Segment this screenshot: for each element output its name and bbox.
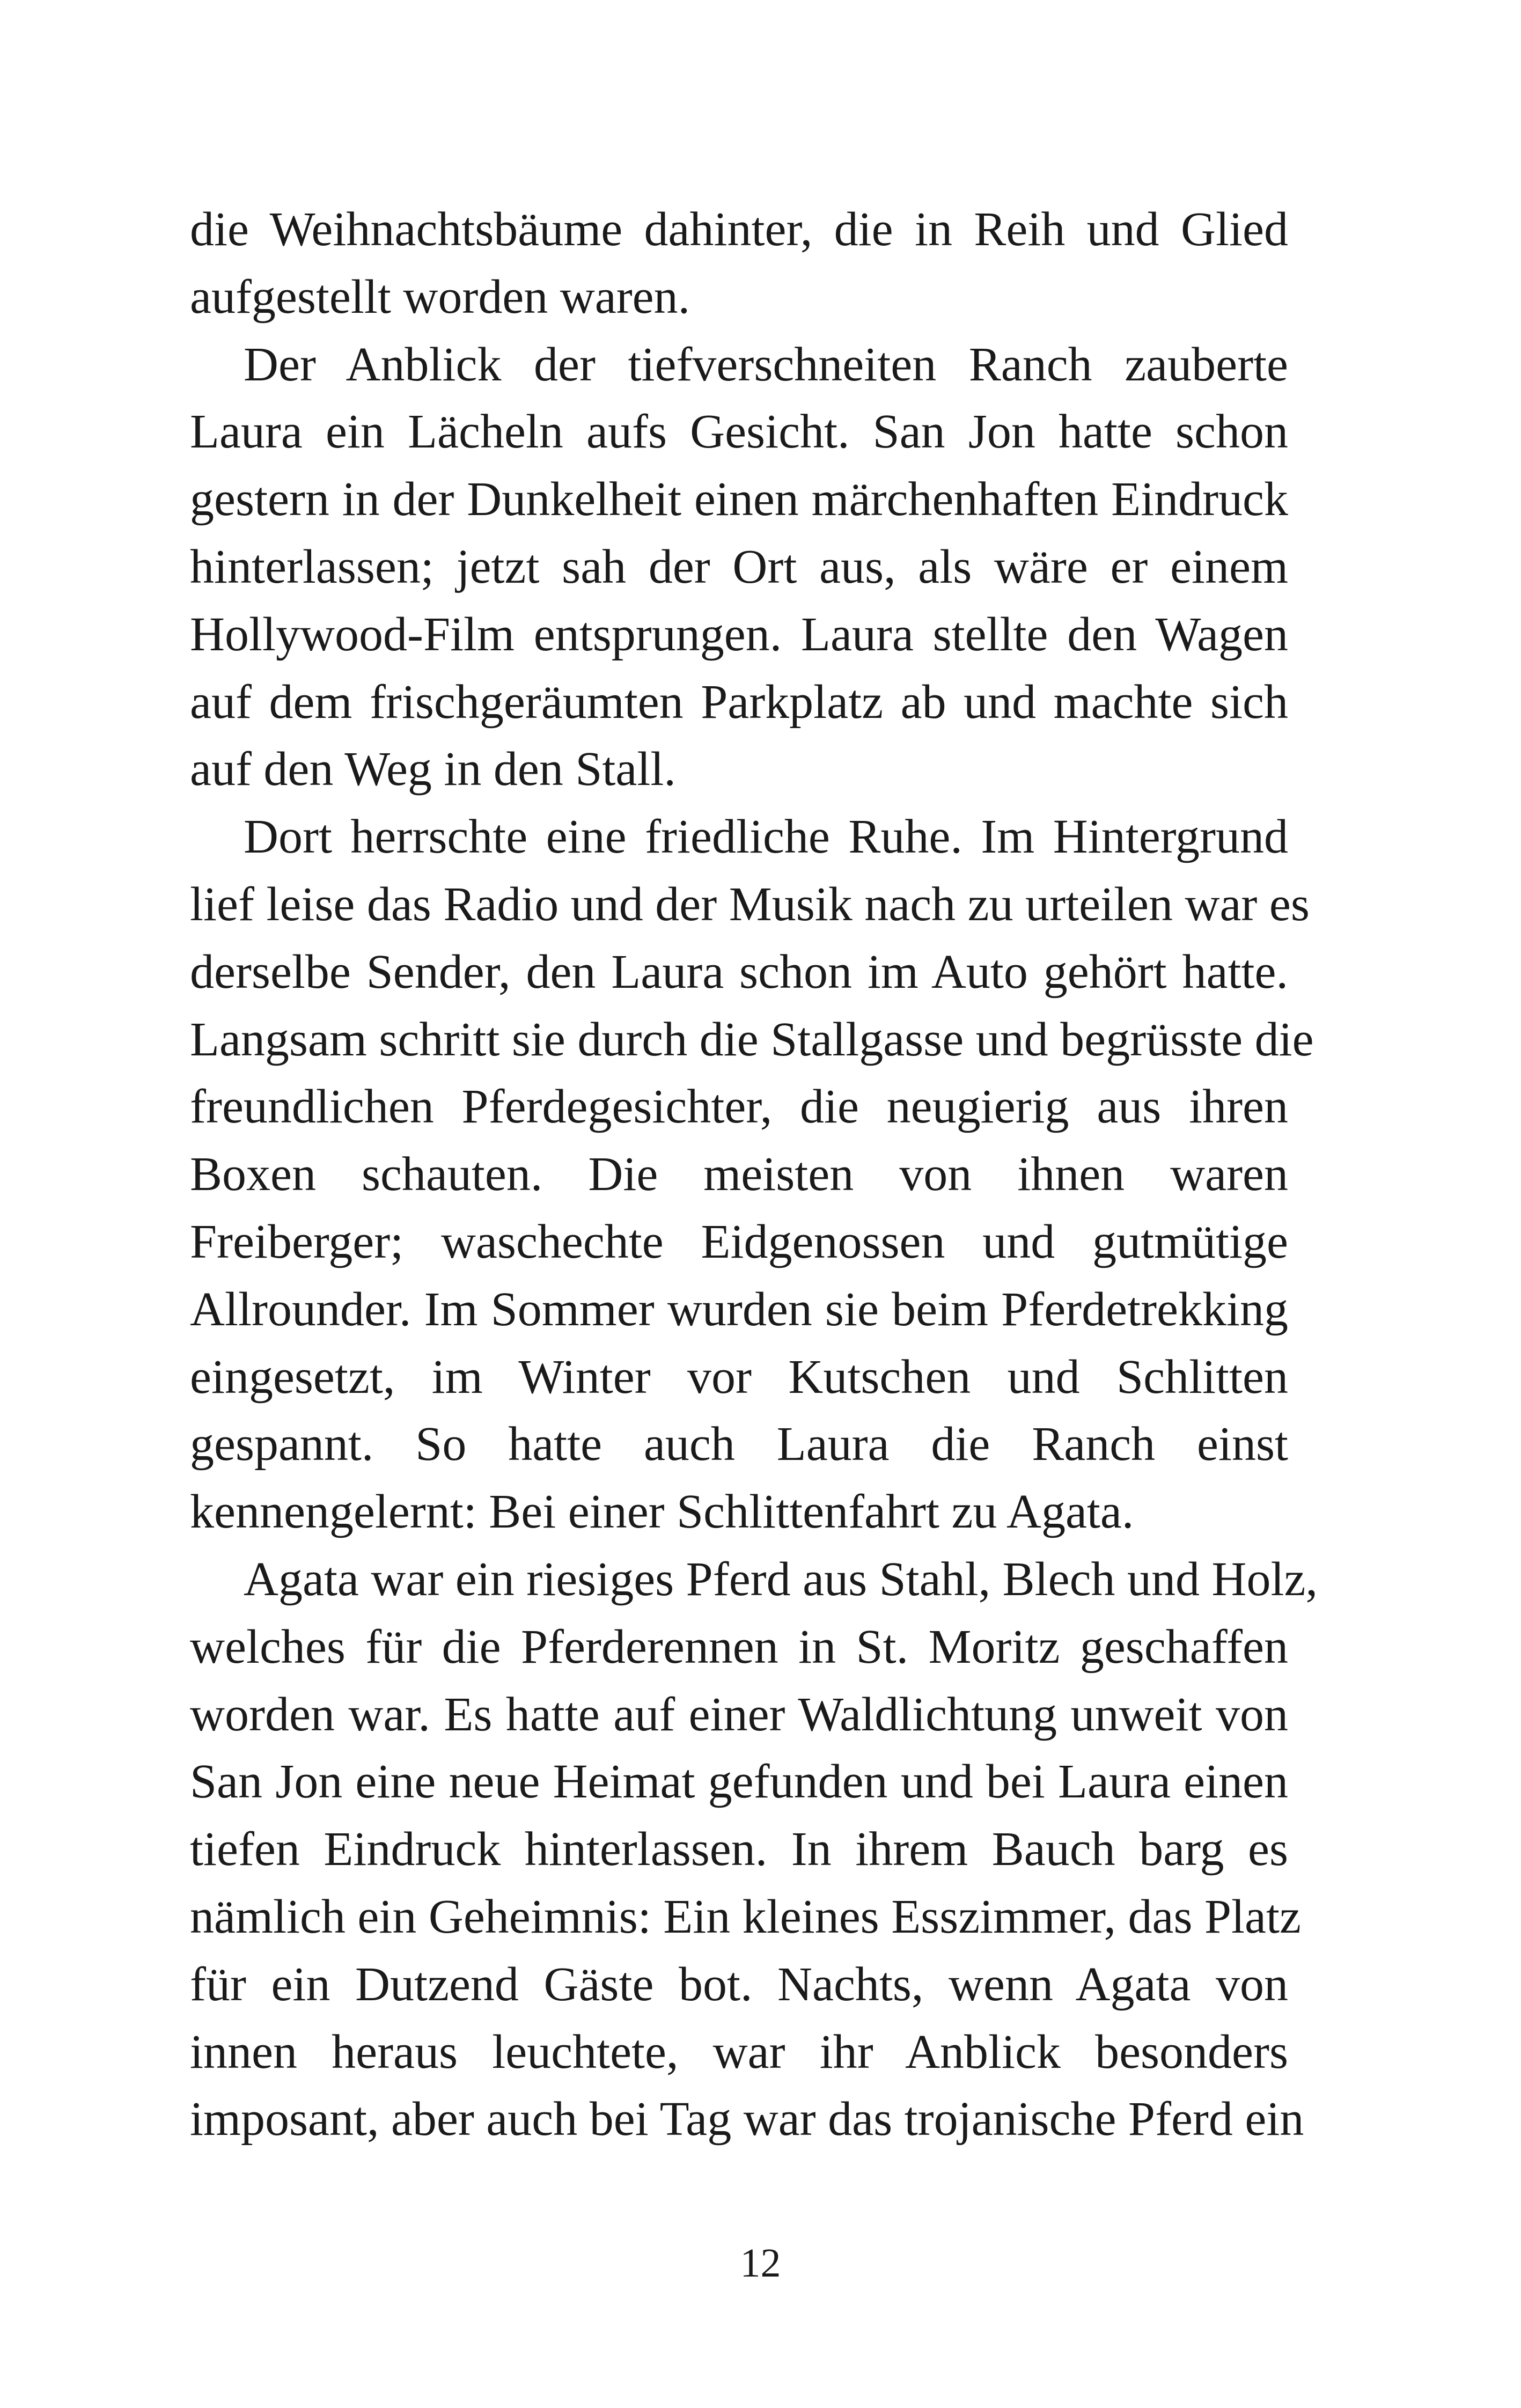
text-line: eingesetzt, im Winter vor Kutschen und Schlitten [190, 1350, 1288, 1404]
page-number: 12 [740, 2241, 781, 2286]
text-line: imposant, aber auch bei Tag war das trojanische Pferd ein [190, 2093, 1304, 2146]
text-line: San Jon eine neue Heimat gefunden und bei Laura einen [190, 1755, 1288, 1809]
text-line: die Weihnachtsbäume dahinter, die in Reih und Glied [190, 203, 1288, 256]
text-line: Boxen schauten. Die meisten von ihnen waren [190, 1148, 1288, 1201]
text-line: Dort herrschte eine friedliche Ruhe. Im Hintergrund [244, 810, 1288, 864]
text-line: Laura ein Lächeln aufs Gesicht. San Jon hatte schon [190, 405, 1288, 459]
text-line: worden war. Es hatte auf einer Waldlichtung unweit von [190, 1687, 1288, 1741]
text-line: aufgestellt worden waren. [190, 270, 690, 324]
text-line: Hollywood-Film entsprungen. Laura stellte den Wagen [190, 607, 1288, 661]
text-line: für ein Dutzend Gäste bot. Nachts, wenn Agata von [190, 1957, 1288, 2011]
text-line: hinterlassen; jetzt sah der Ort aus, als wäre er einem [190, 540, 1288, 593]
body-text [190, 196, 1318, 2153]
text-line: Agata war ein riesiges Pferd aus Stahl, Blech und Holz, [244, 1552, 1318, 1606]
text-line: freundlichen Pferdegesichter, die neugierig aus ihren [190, 1080, 1288, 1134]
text-line: Der Anblick der tiefverschneiten Ranch zauberte [244, 337, 1288, 391]
text-line: Allrounder. Im Sommer wurden sie beim Pferdetrekking [190, 1282, 1288, 1336]
paragraph [190, 803, 1314, 1546]
paragraph [190, 331, 1288, 804]
text-line: tiefen Eindruck hinterlassen. In ihrem Bauch barg es [190, 1823, 1288, 1876]
paragraph [190, 196, 1288, 331]
text-line: welches für die Pferderennen in St. Moritz geschaffen [190, 1620, 1288, 1673]
text-line: kennengelernt: Bei einer Schlittenfahrt zu Agata. [190, 1485, 1134, 1539]
text-line: Langsam schritt sie durch die Stallgasse und begrüsste die [190, 1012, 1314, 1066]
text-line: gespannt. So hatte auch Laura die Ranch einst [190, 1418, 1288, 1471]
text-line: lief leise das Radio und der Musik nach zu urteilen war es [190, 877, 1310, 931]
text-line: Freiberger; waschechte Eidgenossen und gutmütige [190, 1215, 1288, 1268]
text-line: derselbe Sender, den Laura schon im Auto gehört hatte. [190, 945, 1288, 999]
paragraph [190, 1546, 1318, 2153]
text-line: innen heraus leuchtete, war ihr Anblick besonders [190, 2025, 1288, 2079]
text-line: auf dem frischgeräumten Parkplatz ab und machte sich [190, 675, 1288, 729]
text-line: nämlich ein Geheimnis: Ein kleines Esszimmer, das Platz [190, 1890, 1301, 1943]
text-line: gestern in der Dunkelheit einen märchenhaften Eindruck [190, 473, 1288, 526]
text-line: auf den Weg in den Stall. [190, 743, 676, 796]
